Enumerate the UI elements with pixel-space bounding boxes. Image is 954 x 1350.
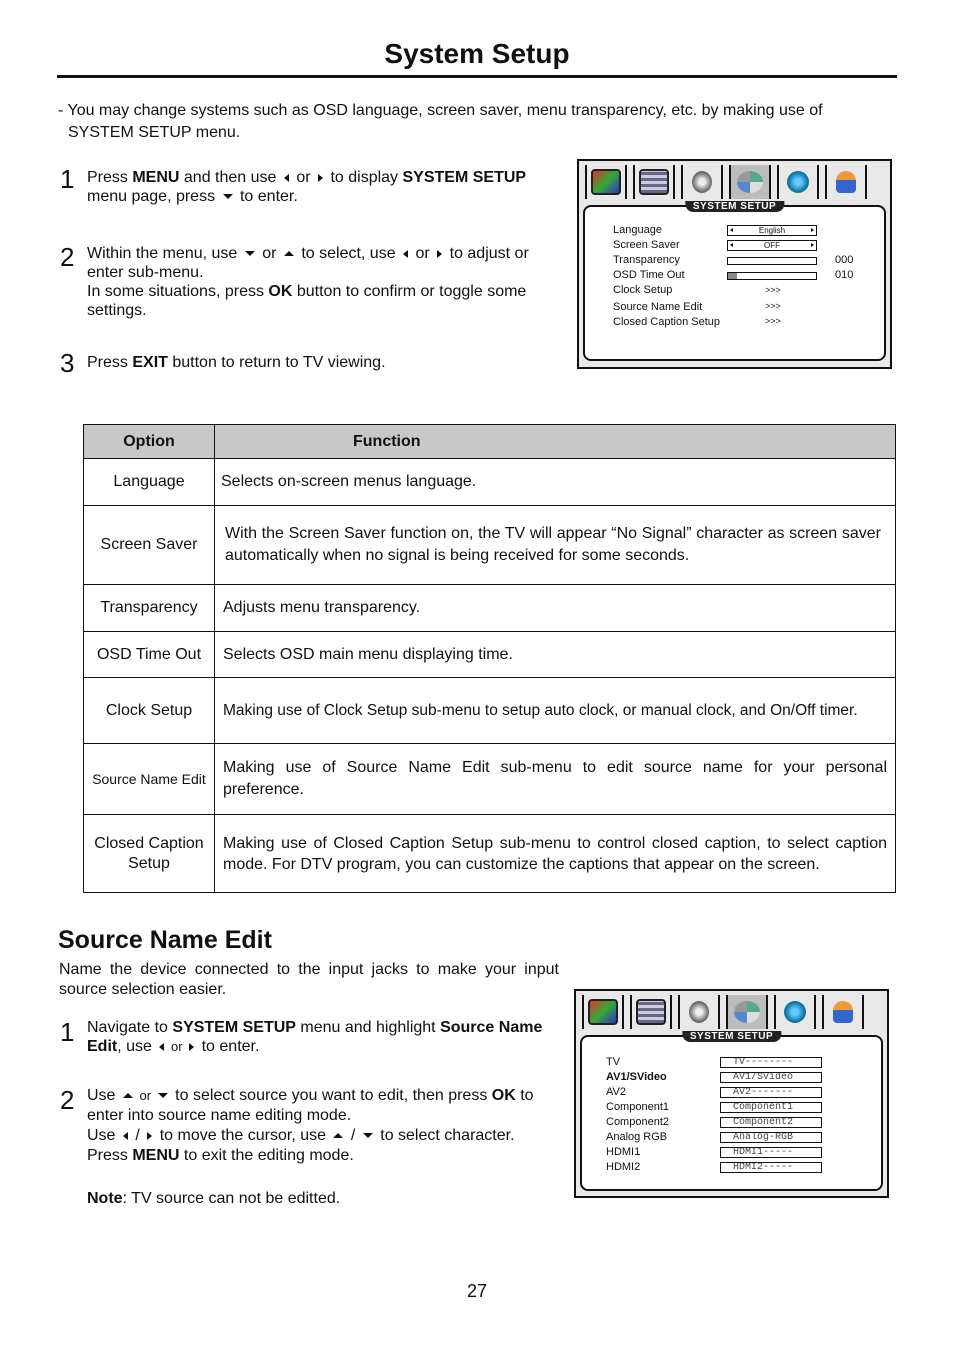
step-1-text (87, 168, 561, 206)
table-header-row (84, 425, 896, 459)
screen-saver-selector[interactable] (727, 240, 817, 251)
source-item-hdmi2[interactable]: HDMI2 (606, 1161, 641, 1173)
source-name-field[interactable]: HDMI1----- (720, 1147, 822, 1158)
source-item-component2[interactable]: Component2 (606, 1116, 669, 1128)
left-arrow-icon (284, 174, 289, 182)
menu-item-osd-time-out[interactable]: OSD Time Out (613, 269, 685, 281)
ok-key: OK (268, 283, 293, 300)
source-item-component1[interactable]: Component1 (606, 1101, 669, 1113)
source-name-field[interactable]: TV-------- (720, 1057, 822, 1068)
exit-key: EXIT (132, 354, 168, 371)
source-name-field[interactable]: AV2------- (720, 1087, 822, 1098)
source-item-av1-svideo[interactable]: AV1/SVideo (606, 1071, 667, 1083)
option-cell: Screen Saver (84, 506, 215, 585)
step-text: menu and highlight (295, 1019, 441, 1036)
note-label: Note (87, 1190, 123, 1207)
intro-text (58, 100, 894, 144)
step-text: , use (117, 1038, 157, 1055)
option-cell: OSD Time Out (84, 632, 215, 678)
menu-icon-bar (585, 165, 873, 199)
step-text: to select source you want to edit, then press (170, 1087, 492, 1104)
up-arrow-icon (123, 1093, 133, 1098)
step-text: Press (87, 1147, 133, 1164)
step-text: to adjust or (445, 245, 529, 262)
submenu-arrow: >>> (765, 301, 781, 311)
option-cell: Language (84, 459, 215, 506)
source-name-panel (580, 1031, 883, 1191)
down-arrow-icon (245, 251, 255, 256)
right-arrow-icon (811, 228, 814, 232)
source-item-tv[interactable]: TV (606, 1056, 621, 1068)
page-title: System Setup (384, 38, 570, 69)
table-row (84, 459, 896, 506)
osd-time-out-fill (728, 273, 737, 279)
system-setup-icon (729, 165, 771, 199)
step-text: or (257, 245, 281, 262)
step-text: / (130, 1127, 145, 1144)
option-cell: Source Name Edit (84, 744, 215, 815)
menu-item-transparency[interactable]: Transparency (613, 254, 680, 266)
function-header: Function (215, 425, 896, 459)
left-arrow-icon (730, 243, 733, 247)
down-arrow-icon (363, 1133, 373, 1138)
table-row (84, 678, 896, 744)
menu-item-source-name-edit[interactable]: Source Name Edit (613, 301, 703, 313)
transparency-slider[interactable] (727, 257, 817, 265)
option-header: Option (84, 425, 215, 459)
picture-icon (582, 995, 624, 1029)
sound-icon (678, 995, 720, 1029)
screen-icon (630, 995, 672, 1029)
step-text: or (167, 1039, 187, 1054)
channel-icon (774, 995, 816, 1029)
intro-line-1: - You may change systems such as OSD language, screen saver, menu transparency, etc. by making use of (58, 102, 823, 119)
ok-key: OK (491, 1087, 516, 1104)
edit-key: Edit (87, 1038, 118, 1055)
step-text: to select, use (296, 245, 401, 262)
step-text: In some situations, press (87, 283, 269, 300)
step-text: and then use (179, 169, 281, 186)
system-setup-key: SYSTEM SETUP (172, 1019, 296, 1036)
system-setup-screen (577, 159, 892, 369)
language-value: English (758, 226, 786, 235)
osd-time-out-value: 010 (835, 269, 854, 281)
menu-key: MENU (132, 169, 180, 186)
down-arrow-icon (158, 1093, 168, 1098)
step-text: settings. (87, 302, 147, 319)
right-arrow-icon (811, 243, 814, 247)
left-arrow-icon (123, 1132, 128, 1140)
step-text: Press (87, 354, 133, 371)
step-text: Navigate to (87, 1019, 173, 1036)
step-1-number: 1 (60, 164, 75, 194)
function-cell: Making use of Source Name Edit sub-menu to edit source name for your personal preference. (215, 744, 896, 815)
step-2-text (87, 244, 561, 320)
step-text: Use (87, 1087, 120, 1104)
step-text: menu page, press (87, 188, 220, 205)
sound-icon (681, 165, 723, 199)
menu-item-screen-saver[interactable]: Screen Saver (613, 239, 680, 251)
table-row (84, 632, 896, 678)
transparency-value: 000 (835, 254, 854, 266)
menu-item-language[interactable]: Language (613, 224, 662, 236)
source-name-field[interactable]: HDMI2----- (720, 1162, 822, 1173)
option-function-table (83, 424, 896, 893)
left-arrow-icon (159, 1043, 164, 1051)
step-text: to enter. (197, 1038, 260, 1055)
source-name-edit-screen (574, 989, 889, 1198)
function-cell: Selects OSD main menu displaying time. (215, 632, 896, 678)
language-selector[interactable] (727, 225, 817, 236)
parental-icon (822, 995, 864, 1029)
table-row (84, 744, 896, 815)
intro-line-2: SYSTEM SETUP menu. (68, 124, 241, 141)
step-text: enter into source name editing mode. (87, 1107, 352, 1124)
submenu-arrow: >>> (765, 285, 781, 295)
up-arrow-icon (284, 251, 294, 256)
system-setup-icon (726, 995, 768, 1029)
note-text: : TV source can not be editted. (122, 1190, 341, 1207)
table-row (84, 506, 896, 585)
function-cell: Making use of Closed Caption Setup sub-menu to control closed caption, to select caption mode. For DTV program, you can customize the captions that appear on the screen. (215, 815, 896, 893)
menu-key: MENU (132, 1147, 180, 1164)
step-2-number: 2 (60, 242, 75, 272)
source-item-hdmi1[interactable]: HDMI1 (606, 1146, 641, 1158)
source-name-field[interactable]: Component1 (720, 1102, 822, 1113)
source-name-field[interactable]: Component2 (720, 1117, 822, 1128)
menu-item-clock-setup[interactable]: Clock Setup (613, 284, 673, 296)
step-text: Within the menu, use (87, 245, 242, 262)
step-3-number: 3 (60, 348, 75, 378)
down-arrow-icon (223, 194, 233, 199)
section-title: Source Name Edit (58, 926, 272, 954)
section-description: Name the device connected to the input jacks to make your input source selection easier. (59, 961, 559, 998)
step-text: Press (87, 169, 133, 186)
step-text: or (291, 169, 315, 186)
section-step-1-number: 1 (60, 1017, 75, 1047)
step-text: to select character. (375, 1127, 515, 1144)
source-name-key: Source Name (440, 1019, 543, 1036)
option-cell: Clock Setup (84, 678, 215, 744)
function-cell: With the Screen Saver function on, the TV will appear “No Signal” character as screen saver automatically when no signal is being received for some seconds. (215, 506, 896, 585)
step-3-text (87, 353, 561, 372)
right-arrow-icon (437, 250, 442, 258)
picture-icon (585, 165, 627, 199)
section-step-2-text (87, 1086, 561, 1166)
step-text: / (346, 1127, 360, 1144)
up-arrow-icon (333, 1133, 343, 1138)
source-name-field[interactable]: Analog-RGB (720, 1132, 822, 1143)
right-arrow-icon (318, 174, 323, 182)
step-text: button to return to TV viewing. (167, 354, 386, 371)
system-setup-panel (583, 201, 886, 361)
title-rule (57, 75, 897, 78)
screen-icon (633, 165, 675, 199)
panel-title: SYSTEM SETUP (682, 1031, 781, 1042)
table-row (84, 815, 896, 893)
right-arrow-icon (147, 1132, 152, 1140)
option-cell: Closed Caption Setup (84, 815, 215, 893)
source-item-av2[interactable]: AV2 (606, 1086, 626, 1098)
function-cell: Adjusts menu transparency. (215, 585, 896, 632)
step-text: Use (87, 1127, 120, 1144)
left-arrow-icon (403, 250, 408, 258)
function-cell: Making use of Clock Setup sub-menu to setup auto clock, or manual clock, and On/Off timer. (215, 678, 896, 744)
osd-time-out-slider[interactable] (727, 272, 817, 280)
note (87, 1189, 340, 1208)
screen-saver-value: OFF (764, 241, 780, 250)
page-number: 27 (466, 1281, 488, 1301)
function-cell: Selects on-screen menus language. (215, 459, 896, 506)
step-text: to (515, 1087, 534, 1104)
option-cell: Transparency (84, 585, 215, 632)
section-step-1-text (87, 1018, 561, 1056)
table-row (84, 585, 896, 632)
system-setup-key: SYSTEM SETUP (402, 169, 527, 186)
submenu-arrow: >>> (765, 316, 781, 326)
menu-item-closed-caption-setup[interactable]: Closed Caption Setup (613, 316, 721, 328)
channel-icon (777, 165, 819, 199)
source-name-field[interactable]: AV1/SVideo (720, 1072, 822, 1083)
step-text: to enter. (235, 188, 298, 205)
panel-title: SYSTEM SETUP (685, 201, 784, 212)
source-item-analog-rgb[interactable]: Analog RGB (606, 1131, 668, 1143)
step-text: to display (326, 169, 403, 186)
step-text: enter sub-menu. (87, 264, 204, 281)
step-text: or (411, 245, 435, 262)
section-step-2-number: 2 (60, 1085, 75, 1115)
step-text: button to confirm or toggle some (292, 283, 527, 300)
parental-icon (825, 165, 867, 199)
left-arrow-icon (730, 228, 733, 232)
right-arrow-icon (189, 1043, 194, 1051)
step-text: to move the cursor, use (155, 1127, 331, 1144)
step-text: or (135, 1088, 155, 1103)
menu-icon-bar (582, 995, 870, 1029)
step-text: to exit the editing mode. (179, 1147, 354, 1164)
